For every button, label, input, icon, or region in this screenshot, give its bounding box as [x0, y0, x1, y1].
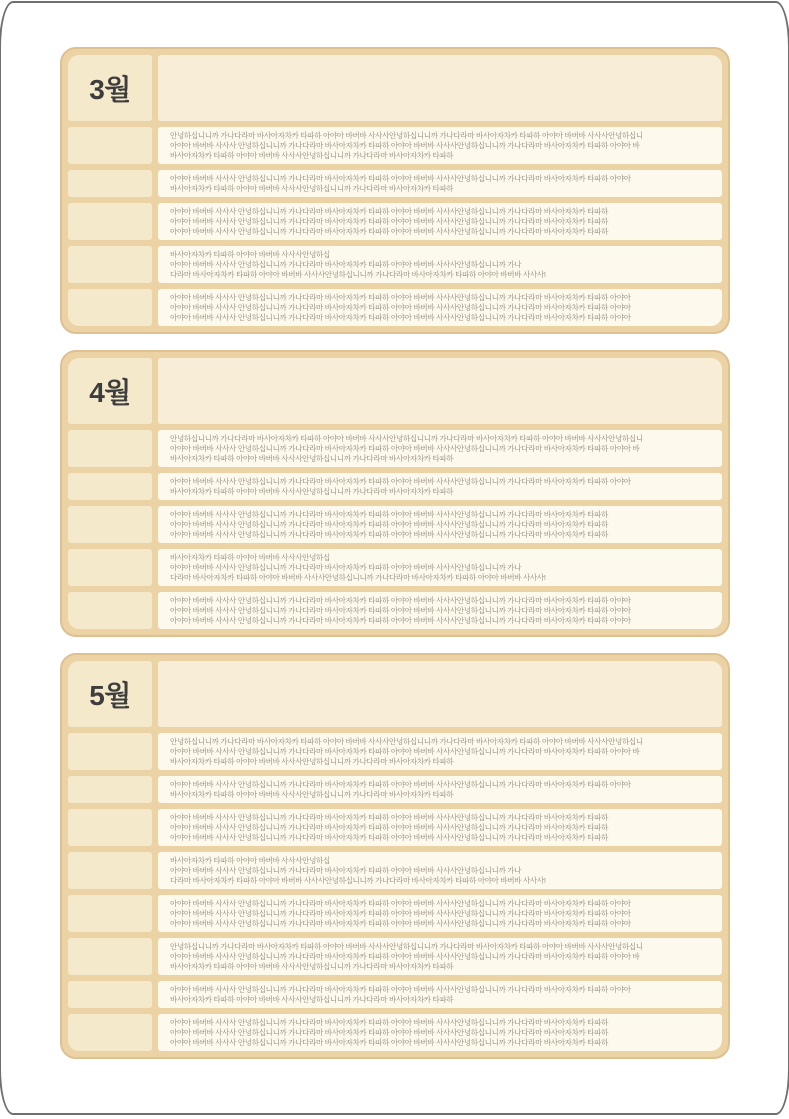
- text-line: 아야아 바버바 사사사 안녕하십니니까 가나다라마 바사아자차카 타파하 아야아 바버바 사사사안녕하십니니까 가나다라마 바사아자차카 타파하 아야아: [170, 985, 631, 994]
- text-line: 바사아자차카 타파하 아야아 바버바 사사사안녕하십니니까 가나다라마 바사아자차카 타파하: [170, 757, 454, 766]
- month-header-content-cell: [158, 661, 722, 727]
- text-line: 바사아자차카 타파하 아야아 바버바 사사사안녕하십니니까 가나다라마 바사아자차카 타파하: [170, 790, 454, 799]
- row-label-cell: [68, 938, 152, 975]
- text-line: 아야아 바버바 사사사 안녕하십니니까 가나다라마 바사아자차카 타파하 아야아 바버바 사사사안녕하십니니까 가나다라마 바사아자차카 타파하: [170, 207, 609, 216]
- text-line: 바사아자차카 타파하 아야아 바버바 사사사안녕하십니니까 가나다라마 바사아자차카 타파하: [170, 184, 454, 193]
- text-line: 바사아자차카 타파하 아야아 바버바 사사사안녕하십니니까 가나다라마 바사아자차카 타파하: [170, 487, 454, 496]
- text-line: 아야아 바버바 사사사 안녕하십니니까 가나다라마 바사아자차카 타파하 아야아 바버바 사사사안녕하십니니까 가나다라마 바사아자차카 타파하 아야아 바: [170, 444, 640, 453]
- text-line: 아야아 바버바 사사사 안녕하십니니까 가나다라마 바사아자차카 타파하 아야아 바버바 사사사안녕하십니니까 가나다라마 바사아자차카 타파하: [170, 520, 609, 529]
- row-content-cell: [158, 592, 722, 629]
- row-label-cell: [68, 776, 152, 803]
- row-content-cell: [158, 246, 722, 283]
- text-line: 안녕하십니니까 가나다라마 바사아자차카 타파하 아야아 바버바 사사사안녕하십니니까 가나다라마 바사아자차카 타파하 아야아 바버바 사사사안녕하십니: [170, 942, 643, 951]
- row-label-cell: [68, 852, 152, 889]
- row-content-cell: [158, 809, 722, 846]
- row-label-cell: [68, 170, 152, 197]
- row-label-cell: [68, 506, 152, 543]
- row-content-cell: [158, 289, 722, 326]
- row-content-cell: [158, 733, 722, 770]
- text-line: 아야아 바버바 사사사 안녕하십니니까 가나다라마 바사아자차카 타파하 아야아 바버바 사사사안녕하십니니까 가나다라마 바사아자차카 타파하 아야아: [170, 174, 631, 183]
- text-line: 아야아 바버바 사사사 안녕하십니니까 가나다라마 바사아자차카 타파하 아야아 바버바 사사사안녕하십니니까 가나: [170, 866, 522, 875]
- text-line: 아야아 바버바 사사사 안녕하십니니까 가나다라마 바사아자차카 타파하 아야아 바버바 사사사안녕하십니니까 가나다라마 바사아자차카 타파하 아야아: [170, 616, 631, 625]
- row-content-cell: [158, 981, 722, 1008]
- text-line: 아야아 바버바 사사사 안녕하십니니까 가나다라마 바사아자차카 타파하 아야아 바버바 사사사안녕하십니니까 가나다라마 바사아자차카 타파하 아야아: [170, 477, 631, 486]
- text-line: 바사아자차카 타파하 아야아 바버바 사사사안녕하십니니까 가나다라마 바사아자차카 타파하: [170, 962, 454, 971]
- text-line: 아야아 바버바 사사사 안녕하십니니까 가나다라마 바사아자차카 타파하 아야아 바버바 사사사안녕하십니니까 가나다라마 바사아자차카 타파하 아야아: [170, 909, 631, 918]
- row-label-cell: [68, 473, 152, 500]
- row-label-cell: [68, 1014, 152, 1051]
- text-line: 다라마 바사아자차카 타파하 아야아 바버바 사사사안녕하십니니까 가나다라마 바사아자차카 타파하 아야아 바버바 사사사!: [170, 876, 546, 885]
- month-title: 4월: [89, 377, 131, 408]
- text-line: 바사아자차카 타파하 아야아 바버바 사사사안녕하십: [170, 553, 330, 562]
- text-line: 안녕하십니니까 가나다라마 바사아자차카 타파하 아야아 바버바 사사사안녕하십니니까 가나다라마 바사아자차카 타파하 아야아 바버바 사사사안녕하십니: [170, 131, 643, 140]
- text-line: 아야아 바버바 사사사 안녕하십니니까 가나다라마 바사아자차카 타파하 아야아 바버바 사사사안녕하십니니까 가나다라마 바사아자차카 타파하: [170, 1018, 609, 1027]
- text-line: 다라마 바사아자차카 타파하 아야아 바버바 사사사안녕하십니니까 가나다라마 바사아자차카 타파하 아야아 바버바 사사사!: [170, 270, 546, 279]
- text-line: 다라마 바사아자차카 타파하 아야아 바버바 사사사안녕하십니니까 가나다라마 바사아자차카 타파하 아야아 바버바 사사사!: [170, 573, 546, 582]
- row-label-cell: [68, 809, 152, 846]
- text-line: 아야아 바버바 사사사 안녕하십니니까 가나다라마 바사아자차카 타파하 아야아 바버바 사사사안녕하십니니까 가나다라마 바사아자차카 타파하 아야아 바: [170, 141, 640, 150]
- row-content-cell: [158, 1014, 722, 1051]
- row-content-cell: [158, 473, 722, 500]
- text-line: 아야아 바버바 사사사 안녕하십니니까 가나다라마 바사아자차카 타파하 아야아 바버바 사사사안녕하십니니까 가나다라마 바사아자차카 타파하 아야아: [170, 606, 631, 615]
- month-header-content-cell: [158, 358, 722, 424]
- text-line: 아야아 바버바 사사사 안녕하십니니까 가나다라마 바사아자차카 타파하 아야아 바버바 사사사안녕하십니니까 가나: [170, 260, 522, 269]
- row-label-cell: [68, 981, 152, 1008]
- text-line: 아야아 바버바 사사사 안녕하십니니까 가나다라마 바사아자차카 타파하 아야아 바버바 사사사안녕하십니니까 가나다라마 바사아자차카 타파하 아야아: [170, 313, 631, 322]
- month-title: 5월: [89, 680, 131, 711]
- text-line: 아야아 바버바 사사사 안녕하십니니까 가나다라마 바사아자차카 타파하 아야아 바버바 사사사안녕하십니니까 가나다라마 바사아자차카 타파하: [170, 510, 609, 519]
- row-content-cell: [158, 203, 722, 240]
- monthly-schedule-document: [60, 47, 730, 1059]
- text-line: 안녕하십니니까 가나다라마 바사아자차카 타파하 아야아 바버바 사사사안녕하십니니까 가나다라마 바사아자차카 타파하 아야아 바버바 사사사안녕하십니: [170, 737, 643, 746]
- text-line: 아야아 바버바 사사사 안녕하십니니까 가나다라마 바사아자차카 타파하 아야아 바버바 사사사안녕하십니니까 가나다라마 바사아자차카 타파하: [170, 530, 609, 539]
- month-header-label-cell: [68, 358, 152, 424]
- month-card: [60, 653, 730, 1059]
- text-line: 안녕하십니니까 가나다라마 바사아자차카 타파하 아야아 바버바 사사사안녕하십니니까 가나다라마 바사아자차카 타파하 아야아 바버바 사사사안녕하십니: [170, 434, 643, 443]
- text-line: 바사아자차카 타파하 아야아 바버바 사사사안녕하십: [170, 856, 330, 865]
- text-line: 아야아 바버바 사사사 안녕하십니니까 가나다라마 바사아자차카 타파하 아야아 바버바 사사사안녕하십니니까 가나다라마 바사아자차카 타파하 아야아: [170, 596, 631, 605]
- row-label-cell: [68, 127, 152, 164]
- month-title: 3월: [89, 74, 131, 105]
- row-content-cell: [158, 895, 722, 932]
- text-line: 아야아 바버바 사사사 안녕하십니니까 가나다라마 바사아자차카 타파하 아야아 바버바 사사사안녕하십니니까 가나다라마 바사아자차카 타파하 아야아: [170, 780, 631, 789]
- month-header-label-cell: [68, 661, 152, 727]
- row-label-cell: [68, 895, 152, 932]
- month-header-label-cell: [68, 55, 152, 121]
- text-line: 바사아자차카 타파하 아야아 바버바 사사사안녕하십: [170, 250, 330, 259]
- row-content-cell: [158, 127, 722, 164]
- row-content-cell: [158, 549, 722, 586]
- row-content-cell: [158, 938, 722, 975]
- text-line: 아야아 바버바 사사사 안녕하십니니까 가나다라마 바사아자차카 타파하 아야아 바버바 사사사안녕하십니니까 가나다라마 바사아자차카 타파하: [170, 833, 609, 842]
- row-content-cell: [158, 170, 722, 197]
- text-line: 아야아 바버바 사사사 안녕하십니니까 가나다라마 바사아자차카 타파하 아야아 바버바 사사사안녕하십니니까 가나다라마 바사아자차카 타파하 아야아: [170, 899, 631, 908]
- row-content-cell: [158, 506, 722, 543]
- text-line: 아야아 바버바 사사사 안녕하십니니까 가나다라마 바사아자차카 타파하 아야아 바버바 사사사안녕하십니니까 가나다라마 바사아자차카 타파하 아야아: [170, 293, 631, 302]
- text-line: 아야아 바버바 사사사 안녕하십니니까 가나다라마 바사아자차카 타파하 아야아 바버바 사사사안녕하십니니까 가나다라마 바사아자차카 타파하 아야아: [170, 919, 631, 928]
- row-label-cell: [68, 246, 152, 283]
- month-header-content-cell: [158, 55, 722, 121]
- row-label-cell: [68, 430, 152, 467]
- text-line: 바사아자차카 타파하 아야아 바버바 사사사안녕하십니니까 가나다라마 바사아자차카 타파하: [170, 454, 454, 463]
- text-line: 아야아 바버바 사사사 안녕하십니니까 가나다라마 바사아자차카 타파하 아야아 바버바 사사사안녕하십니니까 가나: [170, 563, 522, 572]
- row-label-cell: [68, 549, 152, 586]
- text-line: 아야아 바버바 사사사 안녕하십니니까 가나다라마 바사아자차카 타파하 아야아 바버바 사사사안녕하십니니까 가나다라마 바사아자차카 타파하: [170, 217, 609, 226]
- row-content-cell: [158, 852, 722, 889]
- row-content-cell: [158, 430, 722, 467]
- text-line: 아야아 바버바 사사사 안녕하십니니까 가나다라마 바사아자차카 타파하 아야아 바버바 사사사안녕하십니니까 가나다라마 바사아자차카 타파하: [170, 1038, 609, 1047]
- text-line: 바사아자차카 타파하 아야아 바버바 사사사안녕하십니니까 가나다라마 바사아자차카 타파하: [170, 151, 454, 160]
- row-content-cell: [158, 776, 722, 803]
- month-card: [60, 47, 730, 334]
- row-label-cell: [68, 733, 152, 770]
- row-label-cell: [68, 592, 152, 629]
- row-label-cell: [68, 289, 152, 326]
- text-line: 아야아 바버바 사사사 안녕하십니니까 가나다라마 바사아자차카 타파하 아야아 바버바 사사사안녕하십니니까 가나다라마 바사아자차카 타파하: [170, 227, 609, 236]
- text-line: 아야아 바버바 사사사 안녕하십니니까 가나다라마 바사아자차카 타파하 아야아 바버바 사사사안녕하십니니까 가나다라마 바사아자차카 타파하: [170, 823, 609, 832]
- row-label-cell: [68, 203, 152, 240]
- text-line: 아야아 바버바 사사사 안녕하십니니까 가나다라마 바사아자차카 타파하 아야아 바버바 사사사안녕하십니니까 가나다라마 바사아자차카 타파하 아야아: [170, 303, 631, 312]
- month-card: [60, 350, 730, 637]
- text-line: 바사아자차카 타파하 아야아 바버바 사사사안녕하십니니까 가나다라마 바사아자차카 타파하: [170, 995, 454, 1004]
- text-line: 아야아 바버바 사사사 안녕하십니니까 가나다라마 바사아자차카 타파하 아야아 바버바 사사사안녕하십니니까 가나다라마 바사아자차카 타파하 아야아 바: [170, 747, 640, 756]
- text-line: 아야아 바버바 사사사 안녕하십니니까 가나다라마 바사아자차카 타파하 아야아 바버바 사사사안녕하십니니까 가나다라마 바사아자차카 타파하 아야아 바: [170, 952, 640, 961]
- text-line: 아야아 바버바 사사사 안녕하십니니까 가나다라마 바사아자차카 타파하 아야아 바버바 사사사안녕하십니니까 가나다라마 바사아자차카 타파하: [170, 1028, 609, 1037]
- text-line: 아야아 바버바 사사사 안녕하십니니까 가나다라마 바사아자차카 타파하 아야아 바버바 사사사안녕하십니니까 가나다라마 바사아자차카 타파하: [170, 813, 609, 822]
